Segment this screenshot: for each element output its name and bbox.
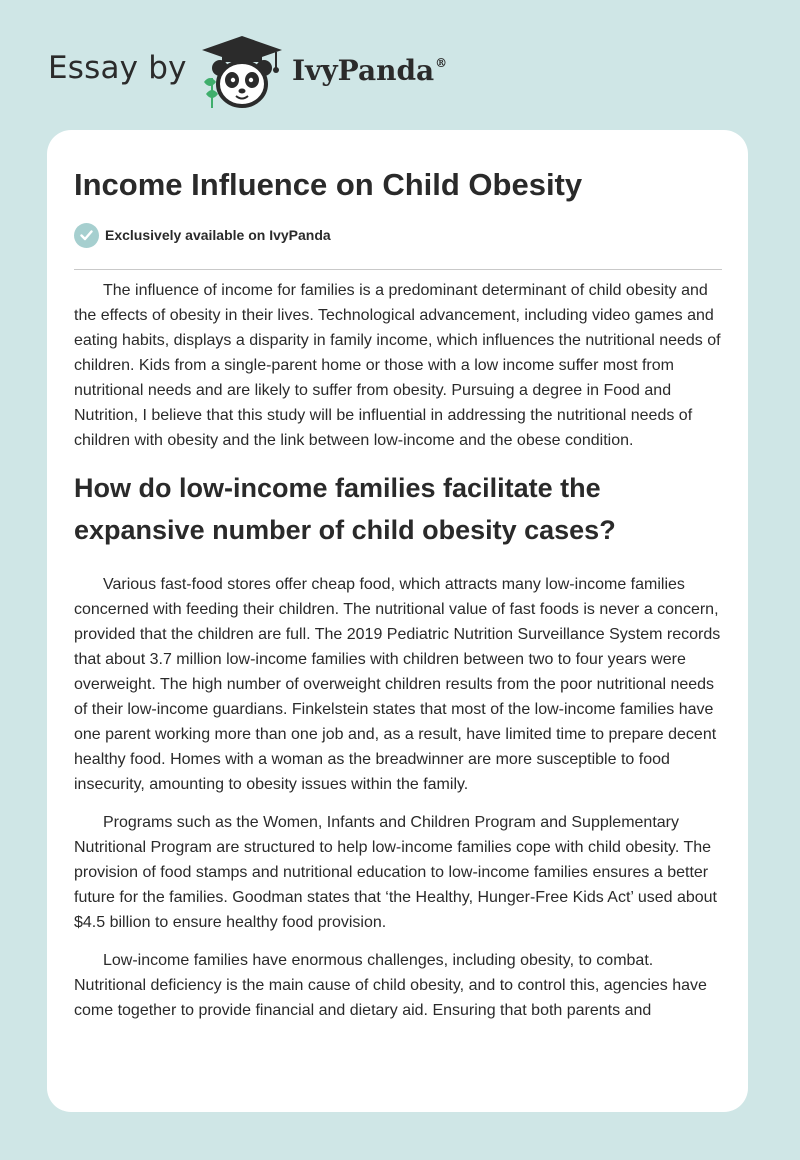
title-divider	[74, 269, 722, 270]
body-paragraph: Programs such as the Women, Infants and Children Program and Supplementary Nutritional Program are structured to help low-income families cope with child obesity. The provision of food stamps and nutritional education to low-income families ensures a better future for the families. Goodman states that ‘the Healthy, Hunger-Free Kids Act’ used about $4.5 billion to ensure healthy food provision.	[74, 814, 717, 931]
essay-by-label: Essay by	[48, 50, 187, 86]
brand-name-text: IvyPanda	[292, 54, 435, 87]
brand-name[interactable]	[292, 54, 447, 87]
page-title: Income Influence on Child Obesity	[74, 167, 583, 202]
site-header	[0, 0, 800, 130]
body-paragraph: Low-income families have enormous challenges, including obesity, to combat. Nutritional deficiency is the main cause of child obesity, and to control this, agencies have come together to provide financial and dietary aid. Ensuring that both parents and	[74, 952, 707, 1019]
section-heading: How do low-income families facilitate the expansive number of child obesity cases?	[74, 473, 616, 545]
essay-body	[74, 278, 726, 1036]
panda-graduate-icon[interactable]	[200, 34, 284, 110]
exclusive-badge	[74, 222, 331, 248]
check-circle-icon	[74, 223, 99, 248]
exclusive-label: Exclusively available on IvyPanda	[105, 227, 331, 243]
body-paragraph: Various fast-food stores offer cheap food, which attracts many low-income families concerned with feeding their children. The nutritional value of fast foods is never a concern, provided that the children are full. The 2019 Pediatric Nutrition Surveillance System records that about 3.7 million low-income families with children between two to four years were overweight. The high number of overweight children results from the poor nutritional needs of their low-income guardians. Finkelstein states that most of the low-income families have one parent working more than one job and, as a result, have limited time to prepare decent healthy food. Homes with a woman as the breadwinner are more susceptible to food insecurity, amounting to obesity issues within the family.	[74, 576, 721, 793]
essay-card	[47, 130, 748, 1112]
registered-mark: ®	[435, 56, 448, 70]
body-paragraph: The influence of income for families is a predominant determinant of child obesity and the effects of obesity in their lives. Technological advancement, including video games and eating habits, displays a disparity in family income, which influences the nutritional needs of children. Kids from a single-parent home or those with a low income suffer most from nutritional needs and are likely to suffer from obesity. Pursuing a degree in Food and Nutrition, I believe that this study will be influential in addressing the nutritional needs of children with obesity and the link between low-income and the obese condition.	[74, 282, 721, 449]
